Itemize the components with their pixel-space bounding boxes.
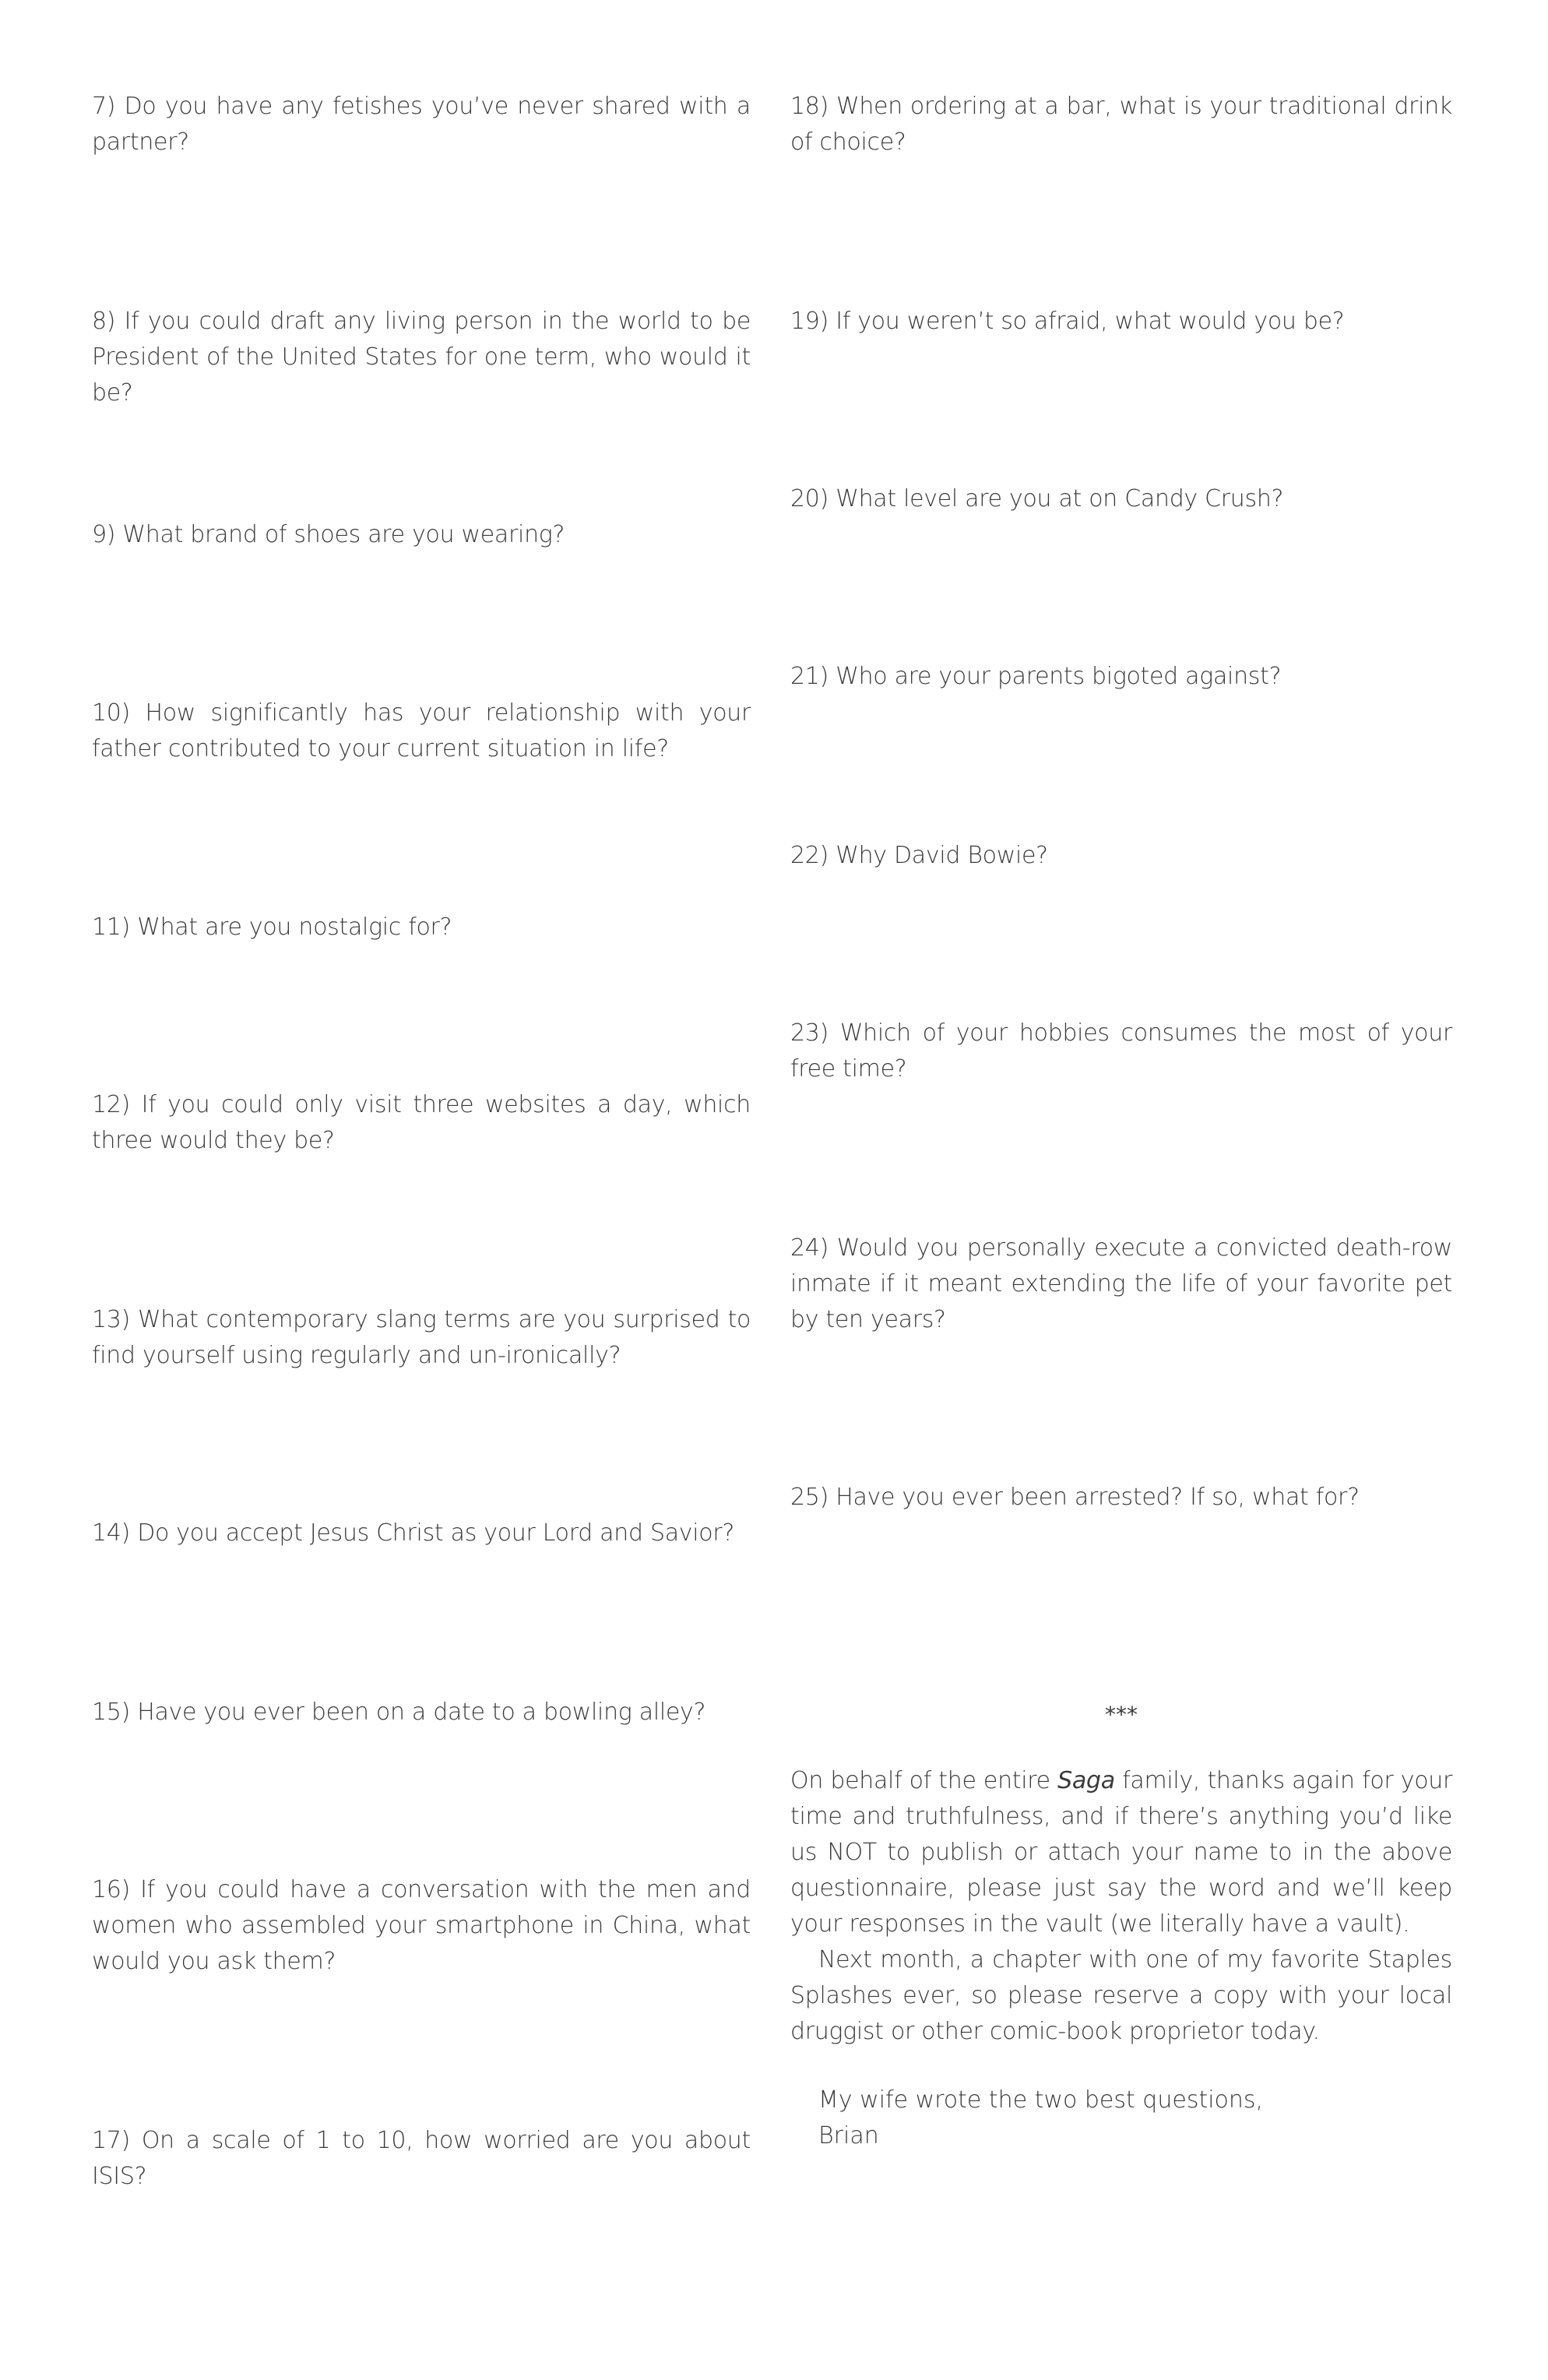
question-8: 8) If you could draft any living person in the world to be President of the United States for one term, who would it be? [92, 308, 751, 407]
section-separator: *** [1105, 1702, 1138, 1727]
closing-letter [790, 1763, 1452, 2050]
left-column [92, 0, 751, 2380]
signoff [818, 2082, 1452, 2154]
question-9: 9) What brand of shoes are you wearing? [92, 521, 565, 548]
question-17: 17) On a scale of 1 to 10, how worried are you about ISIS? [92, 2127, 751, 2190]
question-24: 24) Would you personally execute a convicted death-row inmate if it meant extending the life of your favorite pet by ten years? [790, 1234, 1452, 1333]
closing-p1-after: family, thanks again for your time and truthfulness, and if there’s anything you’d like us NOT to publish or attach your name to in the above questionnaire, please just say the word and we’ll keep your responses in the vault (we literally have a vault). [790, 1767, 1452, 1938]
question-20: 20) What level are you at on Candy Crush? [790, 485, 1284, 512]
question-22: 22) Why David Bowie? [790, 842, 1048, 869]
question-23: 23) Which of your hobbies consumes the most of your free time? [790, 1019, 1452, 1083]
question-13: 13) What contemporary slang terms are you surprised to find yourself using regularly and un-ironically? [92, 1306, 751, 1369]
question-7: 7) Do you have any fetishes you’ve never shared with a partner? [92, 93, 751, 156]
question-21: 21) Who are your parents bigoted against? [790, 663, 1282, 690]
question-15: 15) Have you ever been on a date to a bowling alley? [92, 1699, 706, 1726]
right-column [790, 0, 1452, 2380]
closing-p1-before: On behalf of the entire [790, 1767, 1058, 1794]
signoff-line: My wife wrote the two best questions, [818, 2086, 1264, 2114]
signoff-name: Brian [818, 2122, 879, 2149]
question-14: 14) Do you accept Jesus Christ as your Lord and Savior? [92, 1519, 734, 1547]
closing-paragraph-1 [790, 1763, 1452, 1942]
question-16: 16) If you could have a conversation with the men and women who assembled your smartphone in China, what would you ask them? [92, 1876, 751, 1975]
question-11: 11) What are you nostalgic for? [92, 914, 452, 941]
closing-paragraph-2: Next month, a chapter with one of my favorite Staples Splashes ever, so please reserve a copy with your local druggist or other comic-book proprietor today. [790, 1946, 1452, 2045]
question-12: 12) If you could only visit three websites a day, which three would they be? [92, 1091, 751, 1154]
question-10: 10) How significantly has your relationship with your father contributed to your current situation in life? [92, 699, 751, 762]
saga-title: Saga [1057, 1767, 1115, 1794]
question-25: 25) Have you ever been arrested? If so, what for? [790, 1484, 1360, 1511]
question-18: 18) When ordering at a bar, what is your traditional drink of choice? [790, 93, 1452, 156]
question-19: 19) If you weren’t so afraid, what would you be? [790, 308, 1345, 335]
